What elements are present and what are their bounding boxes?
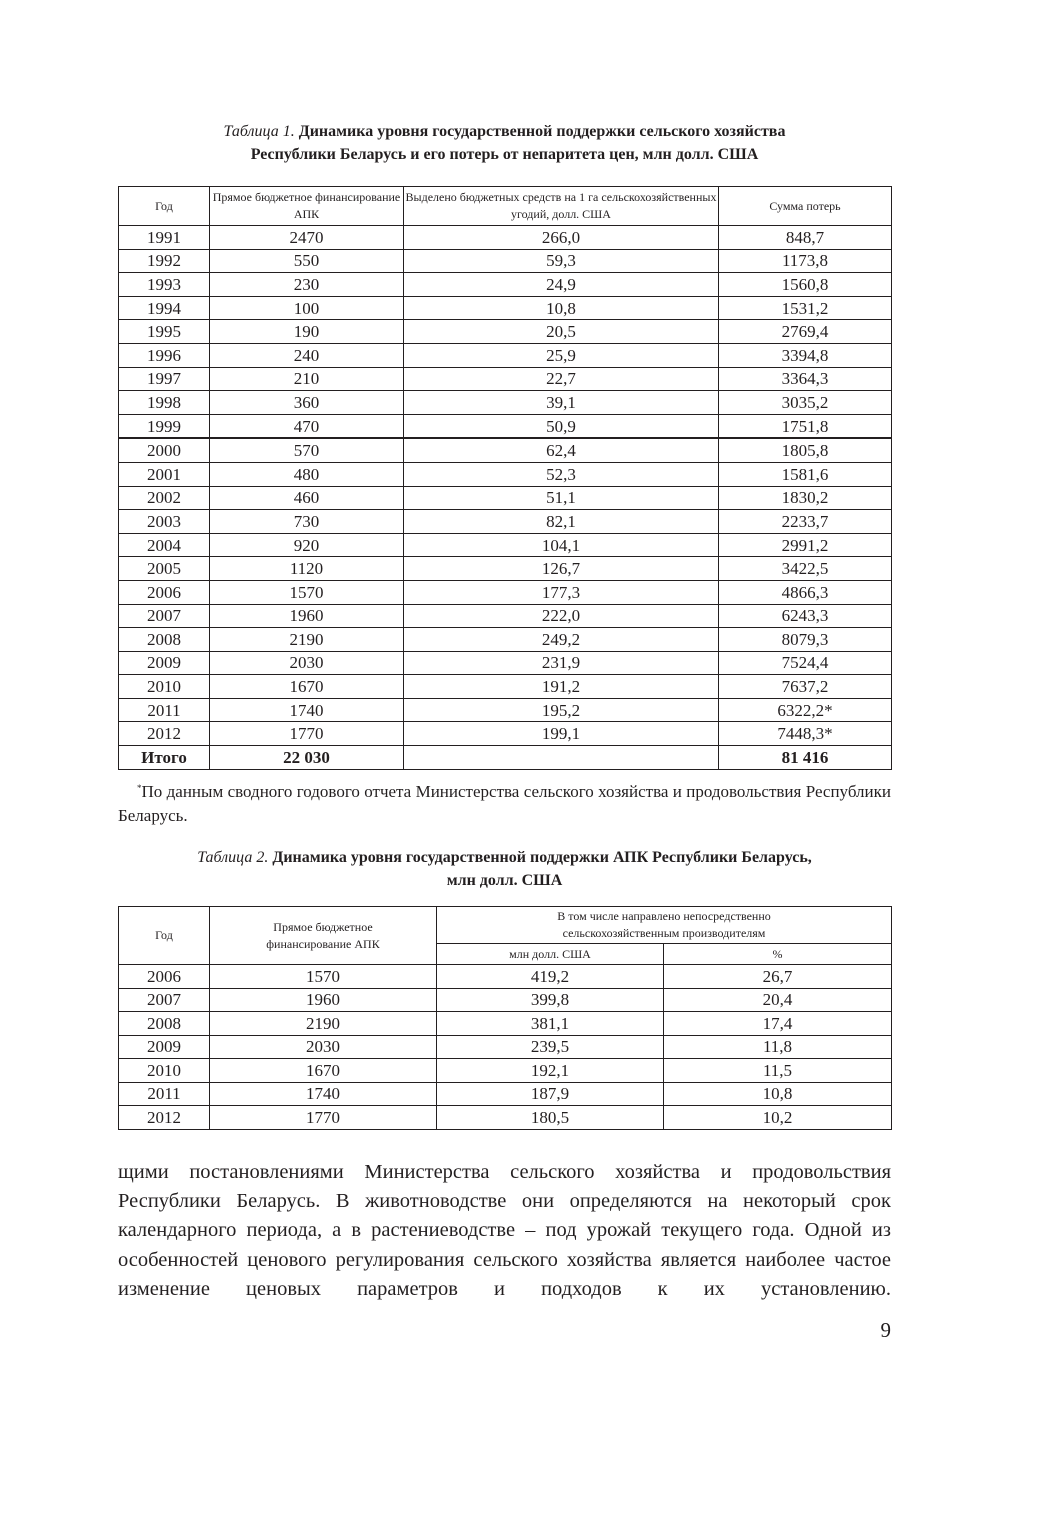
table1-cell: 1995: [119, 320, 210, 344]
table1-row: [119, 604, 892, 628]
table1-cell: 2010: [119, 675, 210, 699]
table1-cell: 1581,6: [719, 462, 892, 486]
table2-caption: [118, 846, 891, 892]
table1-cell: 3394,8: [719, 343, 892, 367]
table1-cell: 82,1: [404, 510, 719, 534]
table2-header-direct-financing: Прямое бюджетное финансирование АПК: [210, 907, 437, 965]
table2-cell: 2009: [119, 1035, 210, 1059]
table1-cell: 1120: [210, 557, 404, 581]
table1-row: [119, 722, 892, 746]
table1-cell: 1997: [119, 367, 210, 391]
table2-cell: 239,5: [437, 1035, 664, 1059]
table1-cell: 25,9: [404, 343, 719, 367]
table2-label: Таблица 2.: [197, 849, 269, 866]
table1-cell: 2991,2: [719, 533, 892, 557]
table1-cell: 2030: [210, 651, 404, 675]
table1-cell: 730: [210, 510, 404, 534]
table1-row: [119, 367, 892, 391]
table2-cell: 1740: [210, 1082, 437, 1106]
table1-cell: 52,3: [404, 462, 719, 486]
table1-cell: 191,2: [404, 675, 719, 699]
table1-cell: 7637,2: [719, 675, 892, 699]
table1-cell: 4866,3: [719, 580, 892, 604]
table1-cell: 2000: [119, 438, 210, 462]
table1-cell: 126,7: [404, 557, 719, 581]
table1-header-direct-financing: Прямое бюджетное финансирование АПК: [210, 187, 404, 226]
table1-cell: 199,1: [404, 722, 719, 746]
table2-row: [119, 1012, 892, 1036]
table1-row: [119, 320, 892, 344]
table1-cell: 195,2: [404, 698, 719, 722]
table1-cell: 2007: [119, 604, 210, 628]
table1-row: [119, 580, 892, 604]
table1-cell: 2008: [119, 628, 210, 652]
table1-cell: 1570: [210, 580, 404, 604]
table1-cell: 570: [210, 438, 404, 462]
table2-cell: 2008: [119, 1012, 210, 1036]
table1-cell: 2769,4: [719, 320, 892, 344]
table1-cell: 1830,2: [719, 486, 892, 510]
table1-row: [119, 391, 892, 415]
table2-row: [119, 988, 892, 1012]
table1-cell: 39,1: [404, 391, 719, 415]
table1-cell: 550: [210, 249, 404, 273]
table2-header-year: Год: [119, 907, 210, 965]
table1-cell: 2012: [119, 722, 210, 746]
table2-cell: 10,8: [664, 1082, 892, 1106]
table2: [118, 906, 892, 1130]
table1-cell: 3035,2: [719, 391, 892, 415]
table1-cell: 480: [210, 462, 404, 486]
table1-cell: 240: [210, 343, 404, 367]
table2-cell: 20,4: [664, 988, 892, 1012]
table1-cell: 62,4: [404, 438, 719, 462]
table2-row: [119, 965, 892, 989]
table2-cell: 192,1: [437, 1059, 664, 1083]
table1-cell: 1770: [210, 722, 404, 746]
table2-cell: 1770: [210, 1106, 437, 1130]
table1-cell: 1998: [119, 391, 210, 415]
table1-total-cell: [404, 746, 719, 770]
table1-total-cell: 22 030: [210, 746, 404, 770]
table2-cell: 2007: [119, 988, 210, 1012]
table1-cell: 6322,2*: [719, 698, 892, 722]
table1-header-year: Год: [119, 187, 210, 226]
table1-cell: 230: [210, 273, 404, 297]
table1-caption: [118, 120, 891, 166]
table1-row: [119, 651, 892, 675]
table2-cell: 2030: [210, 1035, 437, 1059]
table1-cell: 20,5: [404, 320, 719, 344]
table1-cell: 2002: [119, 486, 210, 510]
table1-row: [119, 226, 892, 250]
table1-cell: 1996: [119, 343, 210, 367]
table1-row: [119, 533, 892, 557]
table1-row: [119, 343, 892, 367]
table1-row: [119, 675, 892, 699]
table1-total-cell: Итого: [119, 746, 210, 770]
table1: [118, 186, 892, 770]
table1-row: [119, 510, 892, 534]
table1-cell: 1992: [119, 249, 210, 273]
table1-row: [119, 296, 892, 320]
table1-cell: 231,9: [404, 651, 719, 675]
table1-cell: 177,3: [404, 580, 719, 604]
table1-cell: 59,3: [404, 249, 719, 273]
table1-cell: 24,9: [404, 273, 719, 297]
table1-cell: 1173,8: [719, 249, 892, 273]
table1-cell: 7448,3*: [719, 722, 892, 746]
table2-title-line1: Динамика уровня государственной поддержки АПК Республики Беларусь,: [272, 849, 812, 866]
table2-cell: 10,2: [664, 1106, 892, 1130]
table1-cell: 1999: [119, 414, 210, 438]
table1-title-line1: Динамика уровня государственной поддержки сельского хозяйства: [298, 123, 786, 140]
footnote-mark: *: [137, 783, 142, 793]
table2-row: [119, 1082, 892, 1106]
table1-cell: 2001: [119, 462, 210, 486]
table1-cell: 1994: [119, 296, 210, 320]
table1-row: [119, 557, 892, 581]
table1-cell: 2005: [119, 557, 210, 581]
table1-label: Таблица 1.: [223, 123, 295, 140]
table2-header-mln-usd: млн долл. США: [437, 944, 664, 965]
table1-title-line2: Республики Беларусь и его потерь от непаритета цен, млн долл. США: [250, 146, 759, 163]
table1-cell: 2470: [210, 226, 404, 250]
table1-cell: 2003: [119, 510, 210, 534]
table2-cell: 180,5: [437, 1106, 664, 1130]
table2-row: [119, 1035, 892, 1059]
table1-cell: 222,0: [404, 604, 719, 628]
table1-cell: 3422,5: [719, 557, 892, 581]
table1-cell: 1991: [119, 226, 210, 250]
table1-cell: 2006: [119, 580, 210, 604]
table1-cell: 2011: [119, 698, 210, 722]
table2-cell: 399,8: [437, 988, 664, 1012]
table1-cell: 50,9: [404, 414, 719, 438]
table2-cell: 381,1: [437, 1012, 664, 1036]
table2-cell: 419,2: [437, 965, 664, 989]
table1-cell: 8079,3: [719, 628, 892, 652]
table2-cell: 2190: [210, 1012, 437, 1036]
page-number: 9: [880, 1318, 891, 1342]
table2-cell: 1670: [210, 1059, 437, 1083]
table1-cell: 51,1: [404, 486, 719, 510]
table1-cell: 920: [210, 533, 404, 557]
table1-cell: 1805,8: [719, 438, 892, 462]
table1-cell: 1531,2: [719, 296, 892, 320]
table1-header-row: [119, 187, 892, 226]
table1-row: [119, 462, 892, 486]
body-paragraph: щими постановлениями Министерства сельского хозяйства и продовольствия Республики Беларусь. В животноводстве они определяются на некоторый срок календарного периода, а в растениеводстве – под урожай текущего года. Одной из особенностей ценового регулирования сельского хозяйства является наиболее частое изменение ценовых параметров и подходов к их установлению.: [118, 1161, 891, 1300]
table1-cell: 460: [210, 486, 404, 510]
table1-row: [119, 249, 892, 273]
table2-title-line2: млн долл. США: [446, 872, 563, 889]
table1-cell: 1960: [210, 604, 404, 628]
table1-cell: 470: [210, 414, 404, 438]
table1-cell: 10,8: [404, 296, 719, 320]
table1-cell: 2009: [119, 651, 210, 675]
table1-cell: 1740: [210, 698, 404, 722]
table2-header-percent: %: [664, 944, 892, 965]
table2-cell: 187,9: [437, 1082, 664, 1106]
footnote-text: По данным сводного годового отчета Министерства сельского хозяйства и продовольствия Республики Беларусь.: [118, 782, 891, 825]
table1-cell: 360: [210, 391, 404, 415]
table1-total-cell: 81 416: [719, 746, 892, 770]
table1-cell: 266,0: [404, 226, 719, 250]
table2-cell: 2012: [119, 1106, 210, 1130]
table2-cell: 11,5: [664, 1059, 892, 1083]
table1-cell: 1993: [119, 273, 210, 297]
table2-row: [119, 1106, 892, 1130]
table1-cell: 190: [210, 320, 404, 344]
table1-cell: 848,7: [719, 226, 892, 250]
table2-header-group: В том числе направлено непосредственно сельскохозяйственным производителям: [437, 907, 892, 944]
table2-cell: 2006: [119, 965, 210, 989]
table1-row: [119, 698, 892, 722]
table2-row: [119, 1059, 892, 1083]
table2-cell: 2010: [119, 1059, 210, 1083]
table1-total-row: [119, 746, 892, 770]
table1-row: [119, 486, 892, 510]
table2-cell: 26,7: [664, 965, 892, 989]
table2-cell: 1570: [210, 965, 437, 989]
table1-row: [119, 414, 892, 438]
table1-cell: 104,1: [404, 533, 719, 557]
table1-cell: 249,2: [404, 628, 719, 652]
table1-cell: 3364,3: [719, 367, 892, 391]
table2-header-row: [119, 907, 892, 944]
table1-header-losses: Сумма потерь: [719, 187, 892, 226]
table2-cell: 1960: [210, 988, 437, 1012]
table1-cell: 7524,4: [719, 651, 892, 675]
table1-cell: 1560,8: [719, 273, 892, 297]
table1-cell: 1670: [210, 675, 404, 699]
footnote: [118, 776, 891, 828]
table1-cell: 2190: [210, 628, 404, 652]
table1-cell: 22,7: [404, 367, 719, 391]
table1-cell: 100: [210, 296, 404, 320]
table1-row: [119, 273, 892, 297]
table1-cell: 2233,7: [719, 510, 892, 534]
table1-header-per-hectare: Выделено бюджетных средств на 1 га сельскохозяйственных угодий, долл. США: [404, 187, 719, 226]
table2-cell: 17,4: [664, 1012, 892, 1036]
table1-cell: 6243,3: [719, 604, 892, 628]
table1-cell: 1751,8: [719, 414, 892, 438]
table1-row: [119, 438, 892, 462]
table2-cell: 11,8: [664, 1035, 892, 1059]
table1-row: [119, 628, 892, 652]
table1-cell: 210: [210, 367, 404, 391]
table2-cell: 2011: [119, 1082, 210, 1106]
table1-cell: 2004: [119, 533, 210, 557]
